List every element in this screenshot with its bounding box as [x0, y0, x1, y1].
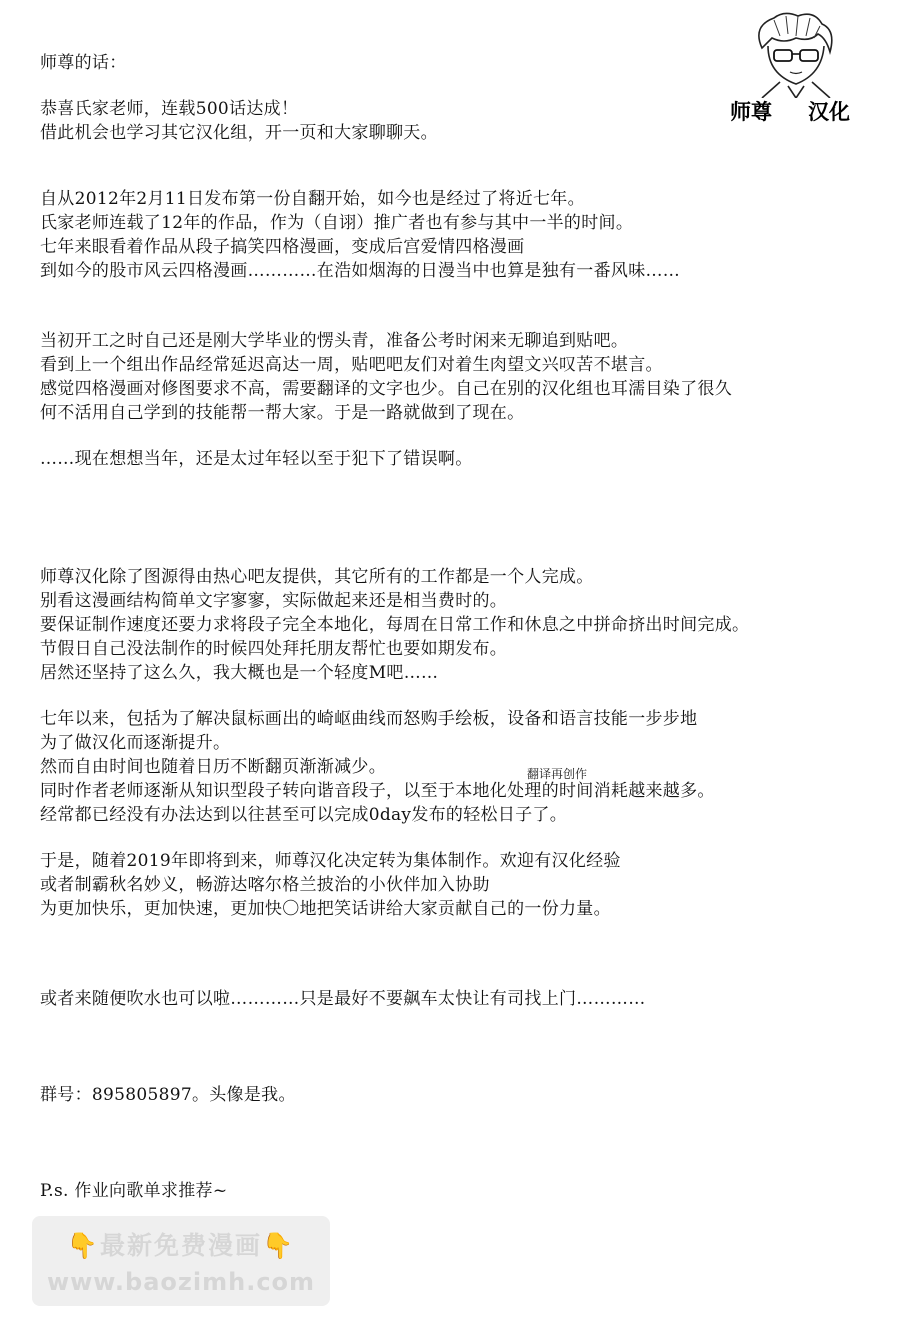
text-line: 为了做汉化而逐渐提升。	[40, 733, 231, 753]
text-line: 借此机会也学习其它汉化组，开一页和大家聊聊天。	[40, 123, 438, 143]
logo-text-right: 汉化	[808, 100, 850, 124]
watermark-title: 👇最新免费漫画👇	[66, 1231, 296, 1260]
text-line: 于是，随着2019年即将到来，师尊汉化决定转为集体制作。欢迎有汉化经验	[40, 851, 621, 871]
logo-text-left: 师尊	[730, 100, 772, 124]
text-line: 节假日自己没法制作的时候四处拜托朋友帮忙也要如期发布。	[40, 639, 508, 659]
translator-credit: 翻译再创作	[527, 767, 588, 781]
text-line: ……现在想想当年，还是太过年轻以至于犯下了错误啊。	[40, 449, 473, 469]
text-line: 然而自由时间也随着日历不断翻页渐渐减少。	[40, 757, 386, 777]
text-line: 师尊汉化除了图源得由热心吧友提供，其它所有的工作都是一个人完成。	[40, 567, 594, 587]
text-line: 要保证制作速度还要力求将段子完全本地化，每周在日常工作和休息之中拼命挤出时间完成。	[40, 615, 750, 635]
text-line: 居然还坚持了这么久，我大概也是一个轻度M吧……	[40, 663, 439, 683]
site-watermark[interactable]	[32, 1216, 330, 1306]
text-line: 七年来眼看着作品从段子搞笑四格漫画，变成后宫爱情四格漫画	[40, 237, 525, 257]
text-line: 群号：895805897。头像是我。	[40, 1085, 296, 1105]
avatar-sketch-icon	[722, 8, 872, 98]
text-line: 何不活用自己学到的技能帮一帮大家。于是一路就做到了现在。	[40, 403, 525, 423]
text-line: 自从2012年2月11日发布第一份自翻开始，如今也是经过了将近七年。	[40, 189, 585, 209]
text-line: 同时作者老师逐渐从知识型段子转向谐音段子，以至于本地化处理的时间消耗越来越多。	[40, 781, 715, 801]
text-line: P.s. 作业向歌单求推荐~	[40, 1181, 228, 1201]
text-line: 或者来随便吹水也可以啦…………只是最好不要飙车太快让有司找上门…………	[40, 989, 646, 1009]
group-logo	[722, 8, 872, 128]
text-line: 到如今的股市风云四格漫画…………在浩如烟海的日漫当中也算是独有一番风味……	[40, 261, 681, 281]
text-line: 别看这漫画结构简单文字寥寥，实际做起来还是相当费时的。	[40, 591, 508, 611]
watermark-url: www.baozimh.com	[46, 1268, 316, 1296]
text-line: 当初开工之时自己还是刚大学毕业的愣头青，准备公考时闲来无聊追到贴吧。	[40, 331, 629, 351]
text-line: 七年以来，包括为了解决鼠标画出的崎岖曲线而怒购手绘板，设备和语言技能一步步地	[40, 709, 698, 729]
text-line: 为更加快乐，更加快速，更加快〇地把笑话讲给大家贡献自己的一份力量。	[40, 899, 611, 919]
text-line: 师尊的话：	[40, 53, 127, 73]
text-line: 恭喜氏家老师，连载500话达成！	[40, 99, 299, 119]
text-line: 感觉四格漫画对修图要求不高，需要翻译的文字也少。自己在别的汉化组也耳濡目染了很久	[40, 379, 732, 399]
text-line: 氏家老师连载了12年的作品，作为（自诩）推广者也有参与其中一半的时间。	[40, 213, 634, 233]
text-line: 看到上一个组出作品经常延迟高达一周，贴吧吧友们对着生肉望文兴叹苦不堪言。	[40, 355, 663, 375]
text-line: 或者制霸秋名妙义，畅游达喀尔格兰披治的小伙伴加入协助	[40, 875, 490, 895]
text-line: 经常都已经没有办法达到以往甚至可以完成0day发布的轻松日子了。	[40, 805, 568, 825]
